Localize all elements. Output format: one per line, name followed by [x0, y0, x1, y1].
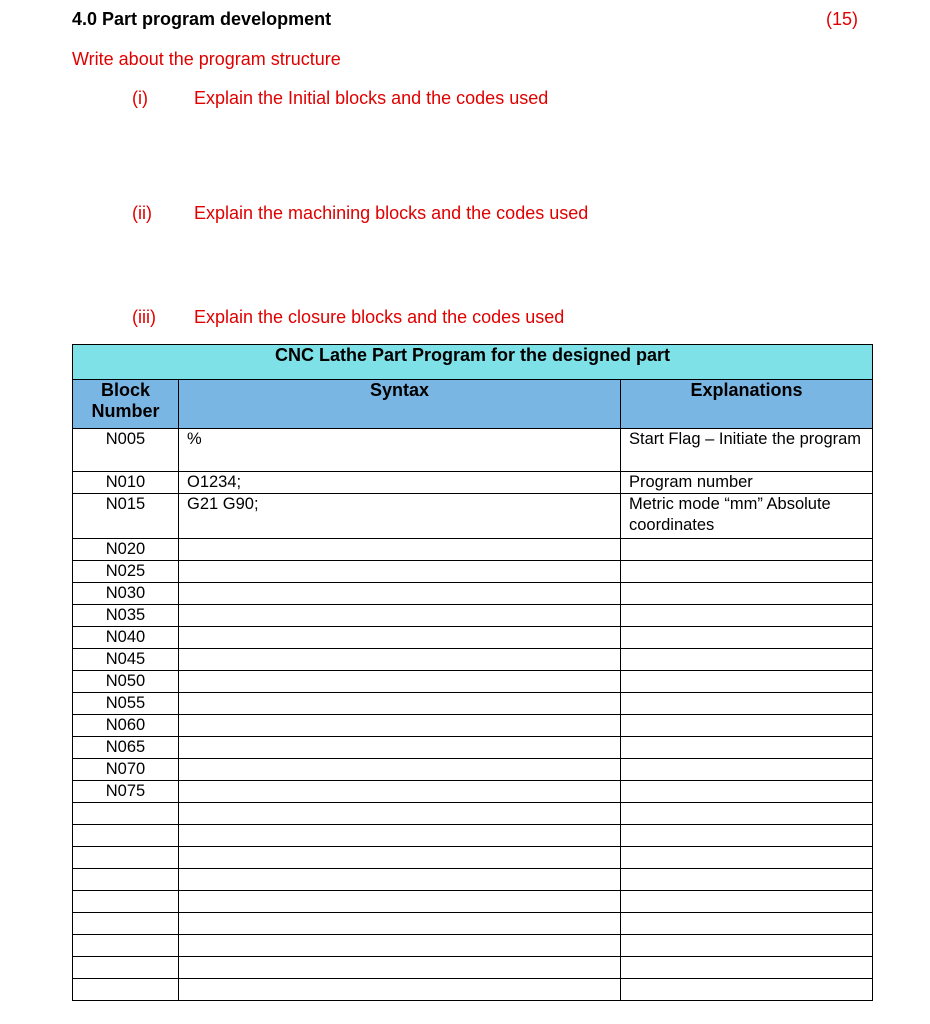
block-number-cell: N055: [73, 693, 179, 715]
table-row: [73, 957, 873, 979]
table-row: [73, 737, 873, 759]
block-number-cell: [73, 979, 179, 1001]
block-number-cell: N060: [73, 715, 179, 737]
table-row: [73, 759, 873, 781]
syntax-cell: [179, 869, 621, 891]
section-marks: (15): [826, 9, 859, 29]
syntax-cell: [179, 671, 621, 693]
syntax-cell: [179, 781, 621, 803]
table-row: [73, 627, 873, 649]
block-number-cell: [73, 803, 179, 825]
table-row: [73, 869, 873, 891]
syntax-cell: [179, 759, 621, 781]
syntax-cell: O1234;: [179, 472, 621, 494]
question-text: Explain the Initial blocks and the codes used: [194, 88, 549, 108]
syntax-cell: [179, 957, 621, 979]
header-explanations: Explanations: [621, 380, 873, 429]
block-number-cell: N015: [73, 494, 179, 539]
table-row: [73, 583, 873, 605]
explanation-cell: [621, 957, 873, 979]
explanation-cell: [621, 627, 873, 649]
table-row: [73, 847, 873, 869]
table-row: [73, 605, 873, 627]
explanation-cell: [621, 759, 873, 781]
explanation-cell: [621, 825, 873, 847]
block-number-cell: [73, 869, 179, 891]
block-number-cell: [73, 935, 179, 957]
syntax-cell: [179, 539, 621, 561]
block-number-cell: [73, 891, 179, 913]
table-row: [73, 935, 873, 957]
question-text: Explain the closure blocks and the codes used: [194, 307, 565, 327]
question-number: (ii): [132, 203, 152, 223]
block-number-cell: N075: [73, 781, 179, 803]
header-syntax: Syntax: [179, 380, 621, 429]
header-block-line2: Number: [91, 401, 160, 421]
explanation-cell: [621, 979, 873, 1001]
explanation-cell: [621, 583, 873, 605]
table-row: [73, 649, 873, 671]
block-number-cell: [73, 913, 179, 935]
syntax-cell: [179, 891, 621, 913]
header-block-number: [73, 380, 179, 429]
syntax-cell: [179, 693, 621, 715]
explanation-cell: [621, 561, 873, 583]
question-number: (iii): [132, 307, 156, 327]
block-number-cell: [73, 957, 179, 979]
header-block-line1: Block: [100, 380, 151, 400]
syntax-cell: [179, 847, 621, 869]
block-number-cell: N030: [73, 583, 179, 605]
block-number-cell: N035: [73, 605, 179, 627]
table-row: [73, 693, 873, 715]
syntax-cell: G21 G90;: [179, 494, 621, 539]
explanation-cell: [621, 803, 873, 825]
table-row: [73, 715, 873, 737]
explanation-cell: [621, 693, 873, 715]
table-row: [73, 472, 873, 494]
table-row: [73, 539, 873, 561]
explanation-cell: [621, 737, 873, 759]
table-row: [73, 671, 873, 693]
section-heading: 4.0 Part program development: [72, 9, 332, 29]
table-row: [73, 494, 873, 539]
syntax-cell: [179, 825, 621, 847]
syntax-cell: [179, 627, 621, 649]
table-row: [73, 913, 873, 935]
part-program-table: [72, 344, 873, 1001]
table-row: [73, 979, 873, 1001]
block-number-cell: N010: [73, 472, 179, 494]
table-row: [73, 825, 873, 847]
syntax-cell: [179, 803, 621, 825]
explanation-cell: Start Flag – Initiate the program: [621, 429, 873, 472]
syntax-cell: [179, 583, 621, 605]
table-row: [73, 781, 873, 803]
block-number-cell: N020: [73, 539, 179, 561]
table-row: [73, 561, 873, 583]
syntax-cell: [179, 605, 621, 627]
syntax-cell: [179, 561, 621, 583]
explanation-cell: [621, 913, 873, 935]
syntax-cell: [179, 979, 621, 1001]
syntax-cell: [179, 737, 621, 759]
block-number-cell: N040: [73, 627, 179, 649]
block-number-cell: N070: [73, 759, 179, 781]
syntax-cell: [179, 715, 621, 737]
syntax-cell: [179, 935, 621, 957]
block-number-cell: [73, 825, 179, 847]
block-number-cell: N050: [73, 671, 179, 693]
explanation-cell: [621, 605, 873, 627]
explanation-cell: [621, 671, 873, 693]
explanation-cell: [621, 715, 873, 737]
explanation-cell: [621, 539, 873, 561]
question-text: Explain the machining blocks and the codes used: [194, 203, 589, 223]
explanation-cell: [621, 869, 873, 891]
explanation-cell: Program number: [621, 472, 873, 494]
table-title: CNC Lathe Part Program for the designed part: [73, 345, 873, 380]
question-number: (i): [132, 88, 148, 108]
syntax-cell: [179, 913, 621, 935]
instruction-text: Write about the program structure: [72, 49, 341, 69]
block-number-cell: N025: [73, 561, 179, 583]
explanation-cell: [621, 649, 873, 671]
table-row: [73, 803, 873, 825]
explanation-cell: [621, 891, 873, 913]
block-number-cell: N005: [73, 429, 179, 472]
program-rows: [73, 429, 873, 1001]
explanation-cell: [621, 781, 873, 803]
block-number-cell: [73, 847, 179, 869]
table-row: [73, 429, 873, 472]
explanation-cell: [621, 935, 873, 957]
syntax-cell: %: [179, 429, 621, 472]
syntax-cell: [179, 649, 621, 671]
table-row: [73, 891, 873, 913]
block-number-cell: N065: [73, 737, 179, 759]
block-number-cell: N045: [73, 649, 179, 671]
explanation-cell: Metric mode “mm” Absolute coordinates: [621, 494, 873, 539]
explanation-cell: [621, 847, 873, 869]
